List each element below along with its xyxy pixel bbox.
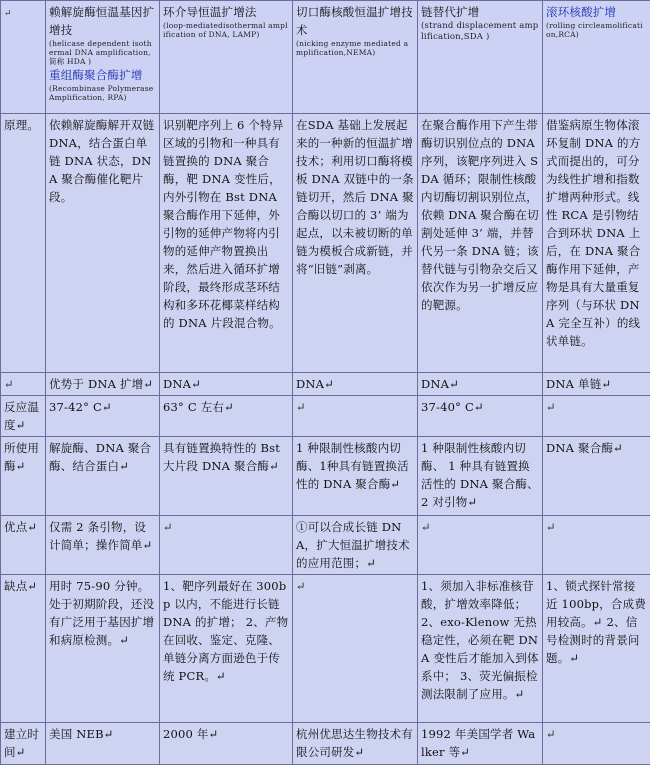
advantages-lamp: ↵ <box>160 516 293 575</box>
label-temperature: 反应温度↵ <box>1 396 46 437</box>
target-sda: DNA↵ <box>418 373 543 396</box>
rpa-title: 重组酶聚合酶扩增 <box>49 68 143 82</box>
principle-nema: 在SDA 基础上发展起来的一种新的恒温扩增技术；利用切口酶将模板 DNA 双链中的一条链切开，然后 DNA 聚合酶以切口的 3’ 端为起点，以未被切断的单链为模板合成新链，并将“旧链”剥离。 <box>293 114 418 373</box>
header-lamp <box>160 1 293 114</box>
enzymes-rca: DNA 聚合酶↵ <box>543 437 650 516</box>
sda-title: 链替代扩增 <box>421 5 480 19</box>
nema-title: 切口酶核酸恒温扩增技术 <box>296 5 413 37</box>
established-rca: ↵ <box>543 723 650 765</box>
header-nema <box>293 1 418 114</box>
row-enzymes <box>1 437 650 516</box>
sda-en: (strand displacement amplification,SDA ) <box>421 21 539 43</box>
advantages-rca: ↵ <box>543 516 650 575</box>
label-advantages: 优点↵ <box>1 516 46 575</box>
rpa-en: (Recombinase Polymerase Amplification, RPA) <box>49 84 156 102</box>
header-sda <box>418 1 543 114</box>
temperature-lamp: 63° C 左右↵ <box>160 396 293 437</box>
established-lamp: 2000 年↵ <box>160 723 293 765</box>
temperature-nema: ↵ <box>293 396 418 437</box>
enzymes-lamp: 具有链置换特性的 Bst 大片段 DNA 聚合酶↵ <box>160 437 293 516</box>
header-row <box>1 1 650 114</box>
principle-lamp: 识别靶序列上 6 个特异区域的引物和一种具有链置换的 DNA 聚合酶，靶 DNA 变性后，内外引物在 Bst DNA 聚合酶作用下延伸，外引物的延伸产物将内引物的延伸产物置换出来，然后进入循环扩增阶段，最终形成茎环结构和多环花椰菜样结构的 DNA 片段混合物。 <box>160 114 293 373</box>
target-nema: DNA↵ <box>293 373 418 396</box>
label-principle: 原理。 <box>1 114 46 373</box>
rca-title: 滚环核酸扩增 <box>546 5 616 19</box>
temperature-sda: 37-40° C↵ <box>418 396 543 437</box>
hda-en: (helicase dependent isothermal DNA amplification, 简称 HDA ) <box>49 39 156 66</box>
hda-title: 赖解旋酶恒温基因扩增技 <box>49 5 154 37</box>
row-advantages <box>1 516 650 575</box>
header-rca <box>543 1 650 114</box>
header-hda-rpa <box>46 1 160 114</box>
row-disadvantages <box>1 575 650 723</box>
label-disadvantages: 缺点↵ <box>1 575 46 723</box>
enzymes-nema: 1 种限制性核酸内切酶、1种具有链置换活性的 DNA 聚合酶↵ <box>293 437 418 516</box>
corner-mark: ↵ <box>4 9 12 19</box>
lamp-en: (loop-mediatedisothermal amplification of DNA, LAMP) <box>163 21 289 39</box>
principle-hda: 依赖解旋酶解开双链DNA，结合蛋白单链 DNA 状态，DNA 聚合酶催化靶片段。 <box>46 114 160 373</box>
disadvantages-sda: 1、须加入非标准核苷酸，扩增效率降低； 2、exo-Klenow 无热稳定性，必须在靶 DNA 变性后才能加入到体系中； 3、荧光偏振检测法限制了应用。↵ <box>418 575 543 723</box>
header-corner <box>1 1 46 114</box>
temperature-hda: 37-42° C↵ <box>46 396 160 437</box>
row-target <box>1 373 650 396</box>
row-established <box>1 723 650 765</box>
established-hda: 美国 NEB↵ <box>46 723 160 765</box>
principle-rca: 借鉴病原生物体滚环复制 DNA 的方式而提出的，可分为线性扩增和指数扩增两种形式。线性 RCA 是引物结合到环状 DNA 上后，在 DNA 聚合酶作用下延伸，产物是具有大量重复序列（与环状 DNA 完全互补）的线状单链。 <box>543 114 650 373</box>
advantages-nema: ①可以合成长链 DNA，扩大恒温扩增技术的应用范围；↵ <box>293 516 418 575</box>
advantages-sda: ↵ <box>418 516 543 575</box>
label-enzymes: 所使用酶↵ <box>1 437 46 516</box>
advantages-hda: 仅需 2 条引物，设计简单；操作简单↵ <box>46 516 160 575</box>
target-rca: DNA 单链↵ <box>543 373 650 396</box>
enzymes-hda: 解旋酶、DNA 聚合酶、结合蛋白↵ <box>46 437 160 516</box>
nema-en: (nicking enzyme mediated amplification,NEMA) <box>296 39 414 57</box>
label-target: ↵ <box>1 373 46 396</box>
disadvantages-nema: ↵ <box>293 575 418 723</box>
row-temperature <box>1 396 650 437</box>
row-principle <box>1 114 650 373</box>
enzymes-sda: 1 种限制性核酸内切酶、 1 种具有链置换活性的 DNA 聚合酶、 2 对引物↵ <box>418 437 543 516</box>
label-established: 建立时间↵ <box>1 723 46 765</box>
established-nema: 杭州优思达生物技术有限公司研发↵ <box>293 723 418 765</box>
rca-en: (rolling circleamolification,RCA) <box>546 21 647 39</box>
established-sda: 1992 年美国学者 Walker 等↵ <box>418 723 543 765</box>
disadvantages-hda: 用时 75-90 分钟。处于初期阶段，还没有广泛用于基因扩增和病原检测。↵ <box>46 575 160 723</box>
disadvantages-rca: 1、锁式探针常接近 100bp，合成费用较高。↵ 2、信号检测时的背景问题。↵ <box>543 575 650 723</box>
principle-sda: 在聚合酶作用下产生带酶切识别位点的 DNA 序列，该靶序列进入 SDA 循环；限制性核酸内切酶切割识别位点，依赖 DNA 聚合酶在切割处延伸 3’ 端，并替代另一条 DNA 链；该替代链与引物杂交后又依次作为另一扩增反应的靶源。 <box>418 114 543 373</box>
disadvantages-lamp: 1、靶序列最好在 300bp 以内，不能进行长链 DNA 的扩增； 2、产物在回收、鉴定、克隆、单链分离方面逊色于传统 PCR。↵ <box>160 575 293 723</box>
target-lamp: DNA↵ <box>160 373 293 396</box>
temperature-rca: ↵ <box>543 396 650 437</box>
target-hda: 优势于 DNA 扩增↵ <box>46 373 160 396</box>
lamp-title: 环介导恒温扩增法 <box>163 5 257 19</box>
